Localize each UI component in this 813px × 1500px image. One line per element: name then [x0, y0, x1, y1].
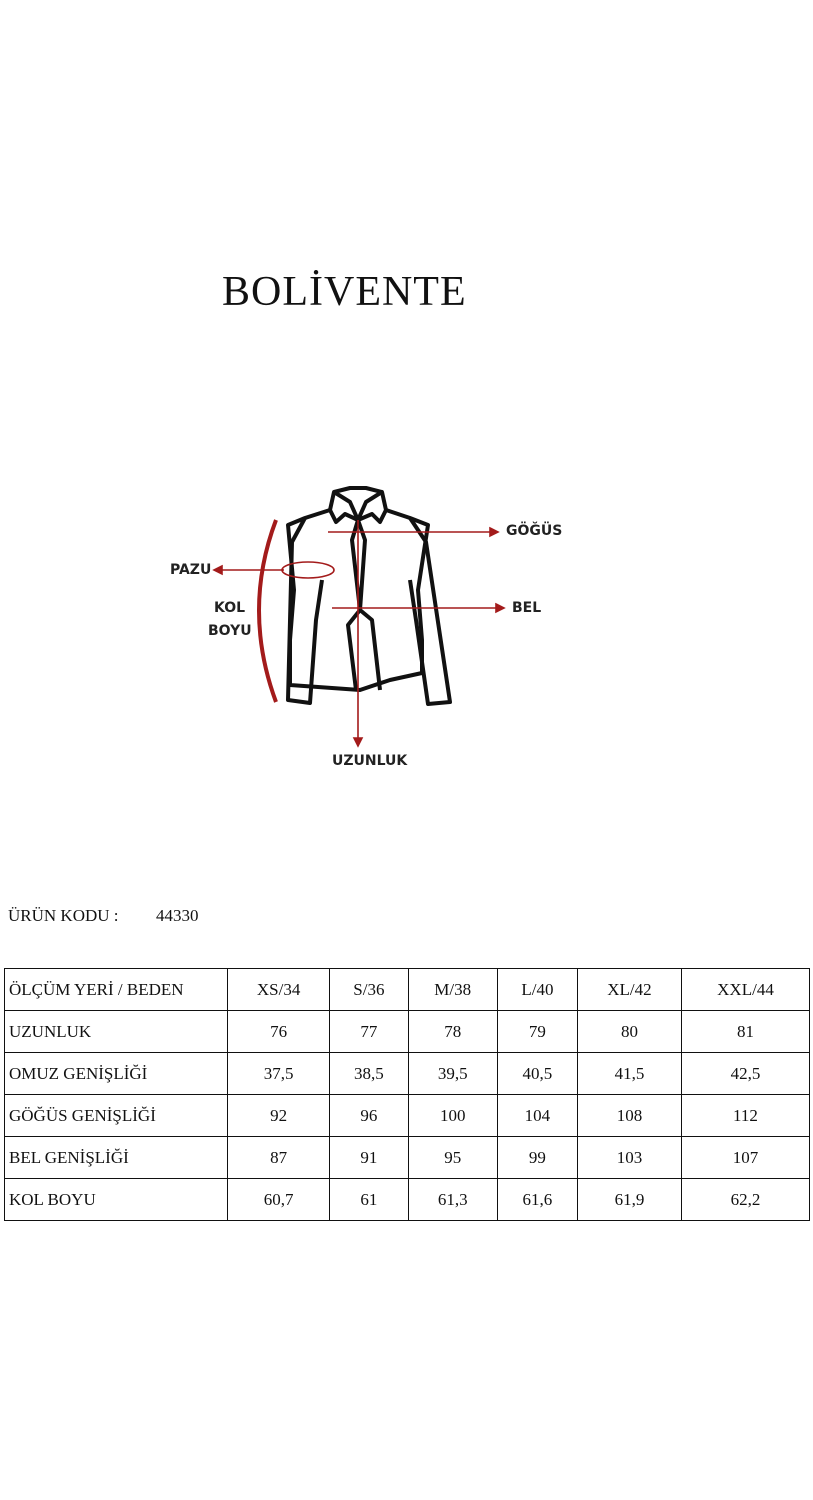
table-row — [5, 1053, 810, 1095]
table-cell: 78 — [408, 1011, 497, 1053]
label-boyu: BOYU — [208, 623, 252, 639]
table-cell: 104 — [497, 1095, 577, 1137]
table-cell: 41,5 — [577, 1053, 681, 1095]
table-header-cell: XXL/44 — [681, 969, 809, 1011]
table-cell: 61,6 — [497, 1179, 577, 1221]
table-cell: 62,2 — [681, 1179, 809, 1221]
table-cell: 96 — [330, 1095, 408, 1137]
table-header-row — [5, 969, 810, 1011]
table-header-cell: ÖLÇÜM YERİ / BEDEN — [5, 969, 228, 1011]
label-kol: KOL — [214, 600, 246, 616]
table-cell: 61,9 — [577, 1179, 681, 1221]
table-cell: 39,5 — [408, 1053, 497, 1095]
table-cell: KOL BOYU — [5, 1179, 228, 1221]
table-cell: 42,5 — [681, 1053, 809, 1095]
table-cell: 107 — [681, 1137, 809, 1179]
table-cell: 87 — [228, 1137, 330, 1179]
table-cell: GÖĞÜS GENİŞLİĞİ — [5, 1095, 228, 1137]
table-cell: 79 — [497, 1011, 577, 1053]
table-cell: 60,7 — [228, 1179, 330, 1221]
table-cell: 99 — [497, 1137, 577, 1179]
table-row — [5, 1179, 810, 1221]
table-cell: BEL GENİŞLİĞİ — [5, 1137, 228, 1179]
table-cell: 37,5 — [228, 1053, 330, 1095]
label-uzunluk: UZUNLUK — [332, 753, 408, 769]
table-cell: 108 — [577, 1095, 681, 1137]
table-cell: 76 — [228, 1011, 330, 1053]
jacket-measurement-diagram — [160, 480, 580, 780]
table-row — [5, 1137, 810, 1179]
brand-logo: BOLİVENTE — [222, 269, 467, 315]
product-code-label: ÜRÜN KODU : — [8, 906, 119, 925]
table-header-cell: L/40 — [497, 969, 577, 1011]
table-header-cell: M/38 — [408, 969, 497, 1011]
table-header-cell: XL/42 — [577, 969, 681, 1011]
product-code — [8, 906, 199, 926]
table-cell: 92 — [228, 1095, 330, 1137]
size-chart-table — [4, 968, 810, 1221]
table-cell: 91 — [330, 1137, 408, 1179]
table-row — [5, 1011, 810, 1053]
label-pazu: PAZU — [170, 562, 212, 578]
table-cell: 80 — [577, 1011, 681, 1053]
table-header-cell: XS/34 — [228, 969, 330, 1011]
table-row — [5, 1095, 810, 1137]
table-cell: 103 — [577, 1137, 681, 1179]
table-cell: UZUNLUK — [5, 1011, 228, 1053]
table-cell: 61,3 — [408, 1179, 497, 1221]
table-cell: OMUZ GENİŞLİĞİ — [5, 1053, 228, 1095]
table-cell: 81 — [681, 1011, 809, 1053]
table-header-cell: S/36 — [330, 969, 408, 1011]
product-code-value: 44330 — [156, 906, 199, 925]
table-cell: 77 — [330, 1011, 408, 1053]
table-cell: 100 — [408, 1095, 497, 1137]
table-cell: 40,5 — [497, 1053, 577, 1095]
table-cell: 38,5 — [330, 1053, 408, 1095]
label-bel: BEL — [512, 600, 542, 616]
label-gogus: GÖĞÜS — [506, 523, 563, 539]
table-cell: 95 — [408, 1137, 497, 1179]
table-cell: 112 — [681, 1095, 809, 1137]
table-cell: 61 — [330, 1179, 408, 1221]
